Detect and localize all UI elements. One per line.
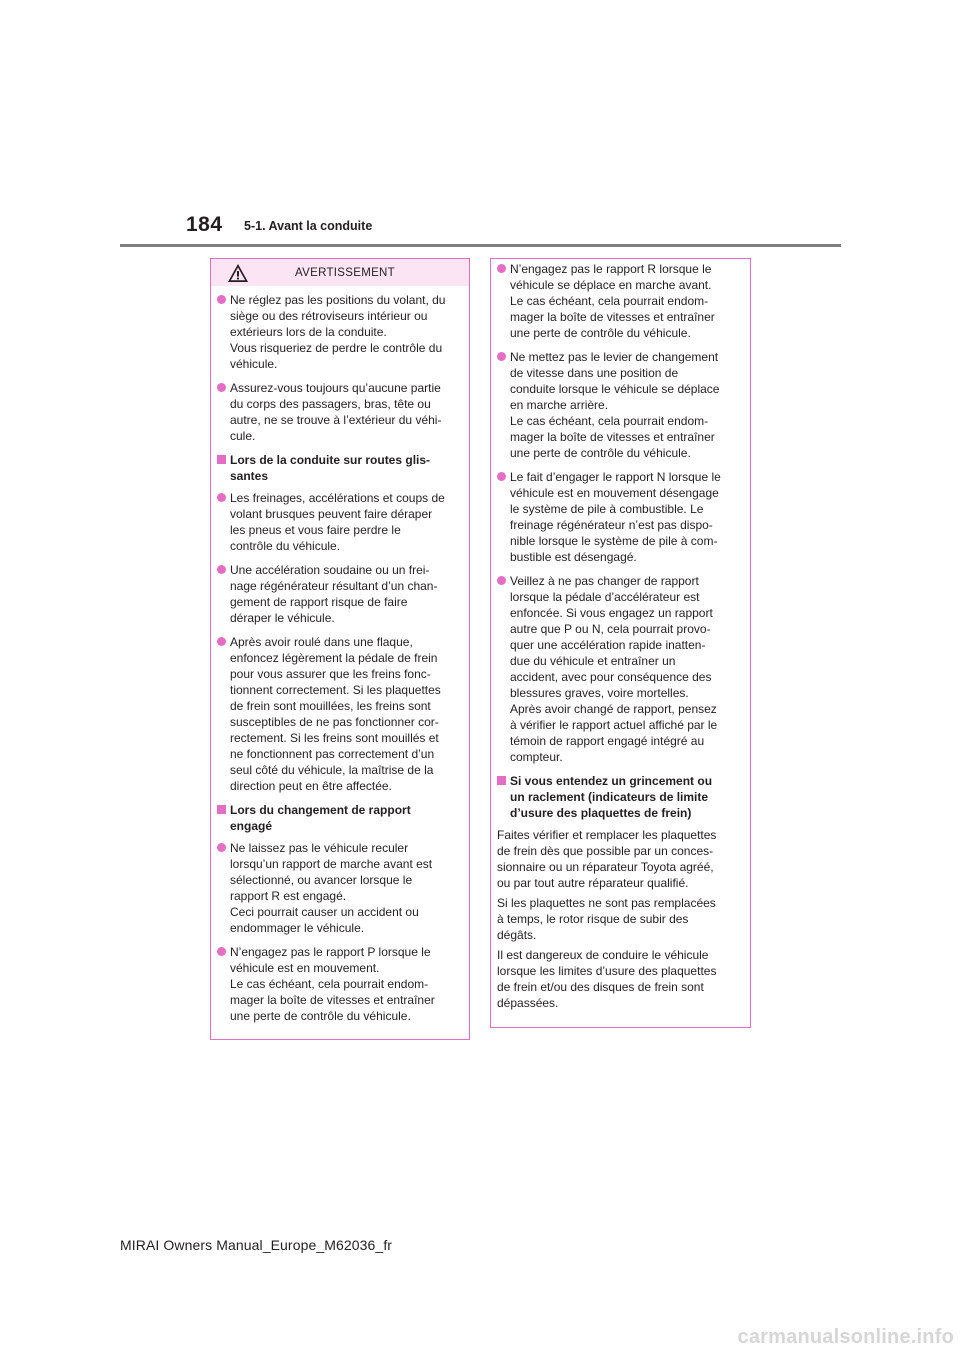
bullet-dot-icon [217,947,226,956]
header-divider [120,244,841,247]
square-bullet-icon [217,455,226,464]
subheading [217,452,459,484]
item-text: Assurez-vous toujours qu’aucune partie du corps des passagers, bras, tête ou autre, ne se trouve à l’extérieur du véhi- cule. [230,381,442,443]
item-text: Après avoir roulé dans une flaque, enfoncez légèrement la pédale de frein pour vous assurer que les freins fonc- tionnent correctement. Si les plaquettes de frein sont mouillées, les freins sont susceptibles de ne pas fonctionner cor- rectement. Si les freins sont mouillés et ne fonctionnent pas correctement d’un seul côté du véhicule, la maîtrise de la direction peut en être affectée. [230,635,441,793]
bullet-dot-icon [497,264,506,273]
watermark: carmanualsonline.info [737,1326,954,1348]
bullet-dot-icon [497,576,506,585]
section-title: 5-1. Avant la conduite [244,219,373,233]
warning-box-right [490,258,751,1028]
bullet-dot-icon [497,472,506,481]
item-text: Veillez à ne pas changer de rapport lorsque la pédale d’accélérateur est enfoncée. Si vous engagez un rapport autre que P ou N, cela pourrait provo- quer une accélération rapide inatten- due du véhicule et entraîner un accident, avec pour conséquence des blessures graves, voire mortelles. Après avoir changé de rapport, pensez à vérifier le rapport actuel affiché par le témoin de rapport engagé intégré au compteur. [510,574,718,764]
bullet-item [497,349,740,461]
item-text: Ne réglez pas les positions du volant, du siège ou des rétroviseurs intérieur ou extérieurs lors de la conduite. Vous risqueriez de perdre le contrôle du véhicule. [230,293,446,371]
bullet-dot-icon [217,637,226,646]
warning-box-title: AVERTISSEMENT [295,266,395,279]
footer-manual-id: MIRAI Owners Manual_Europe_M62036_fr [120,1237,393,1253]
bullet-item [217,944,459,1024]
item-text: Une accélération soudaine ou un frei- nage régénérateur résultant d’un chan- gement de rapport risque de faire déraper le véhicule. [230,563,438,625]
bullet-dot-icon [217,295,226,304]
item-text: Faites vérifier et remplacer les plaquettes de frein dès que possible par un conces- sionnaire ou un réparateur Toyota agréé, ou par tout autre réparateur qualifié. [497,828,717,890]
bullet-item [217,562,459,626]
bullet-item [217,634,459,794]
square-bullet-icon [497,776,506,785]
item-text: Si vous entendez un grincement ou un raclement (indicateurs de limite d’usure des plaquettes de frein) [510,774,713,820]
warning-triangle-icon [227,263,249,283]
warning-box-header [211,259,469,286]
item-text: Lors du changement de rapport engagé [230,803,411,833]
item-text: Lors de la conduite sur routes glis- santes [230,453,431,483]
bullet-item [217,490,459,554]
item-text: Ne laissez pas le véhicule reculer lorsqu’un rapport de marche avant est sélectionné, ou avancer lorsque le rapport R est engagé. Ceci pourrait causer un accident ou endommager le véhicule. [230,841,433,935]
item-text: Si les plaquettes ne sont pas remplacées à temps, le rotor risque de subir des dégâts. [497,896,716,942]
bullet-dot-icon [217,493,226,502]
item-text: Ne mettez pas le levier de changement de vitesse dans une position de conduite lorsque le véhicule se déplace en marche arrière. Le cas échéant, cela pourrait endom- mager la boîte de vitesses et entraîner une perte de contrôle du véhicule. [510,350,720,460]
subheading [217,802,459,834]
bullet-dot-icon [217,565,226,574]
warning-box-left-body [211,286,469,1040]
item-text: Les freinages, accélérations et coups de volant brusques peuvent faire déraper les pneus et vous faire perdre le contrôle du véhicule. [230,491,445,553]
subheading [497,773,740,821]
warning-box-left [210,258,470,1040]
bullet-item [217,380,459,444]
paragraph [497,895,740,943]
bullet-item [497,261,740,341]
bullet-item [497,573,740,765]
page-number: 184 [186,213,223,236]
bullet-dot-icon [217,843,226,852]
bullet-item [217,292,459,372]
bullet-item [217,840,459,936]
item-text: Le fait d’engager le rapport N lorsque le véhicule est en mouvement désengage le système de pile à combustible. Le freinage régénérateur n’est pas dispo- nible lorsque le système de pile à com- bustible est désengagé. [510,470,721,564]
paragraph [497,947,740,1011]
bullet-dot-icon [217,383,226,392]
square-bullet-icon [217,805,226,814]
item-text: N’engagez pas le rapport R lorsque le véhicule se déplace en marche avant. Le cas échéant, cela pourrait endom- mager la boîte de vitesses et entraîner une perte de contrôle du véhicule. [510,262,715,340]
bullet-item [497,469,740,565]
bullet-dot-icon [497,352,506,361]
item-text: N’engagez pas le rapport P lorsque le véhicule est en mouvement. Le cas échéant, cela pourrait endom- mager la boîte de vitesses et entraîner une perte de contrôle du véhicule. [230,945,435,1023]
warning-box-right-body [491,259,750,1023]
item-text: Il est dangereux de conduire le véhicule lorsque les limites d’usure des plaquettes de frein et/ou des disques de frein sont dépassées. [497,948,717,1010]
paragraph [497,827,740,891]
